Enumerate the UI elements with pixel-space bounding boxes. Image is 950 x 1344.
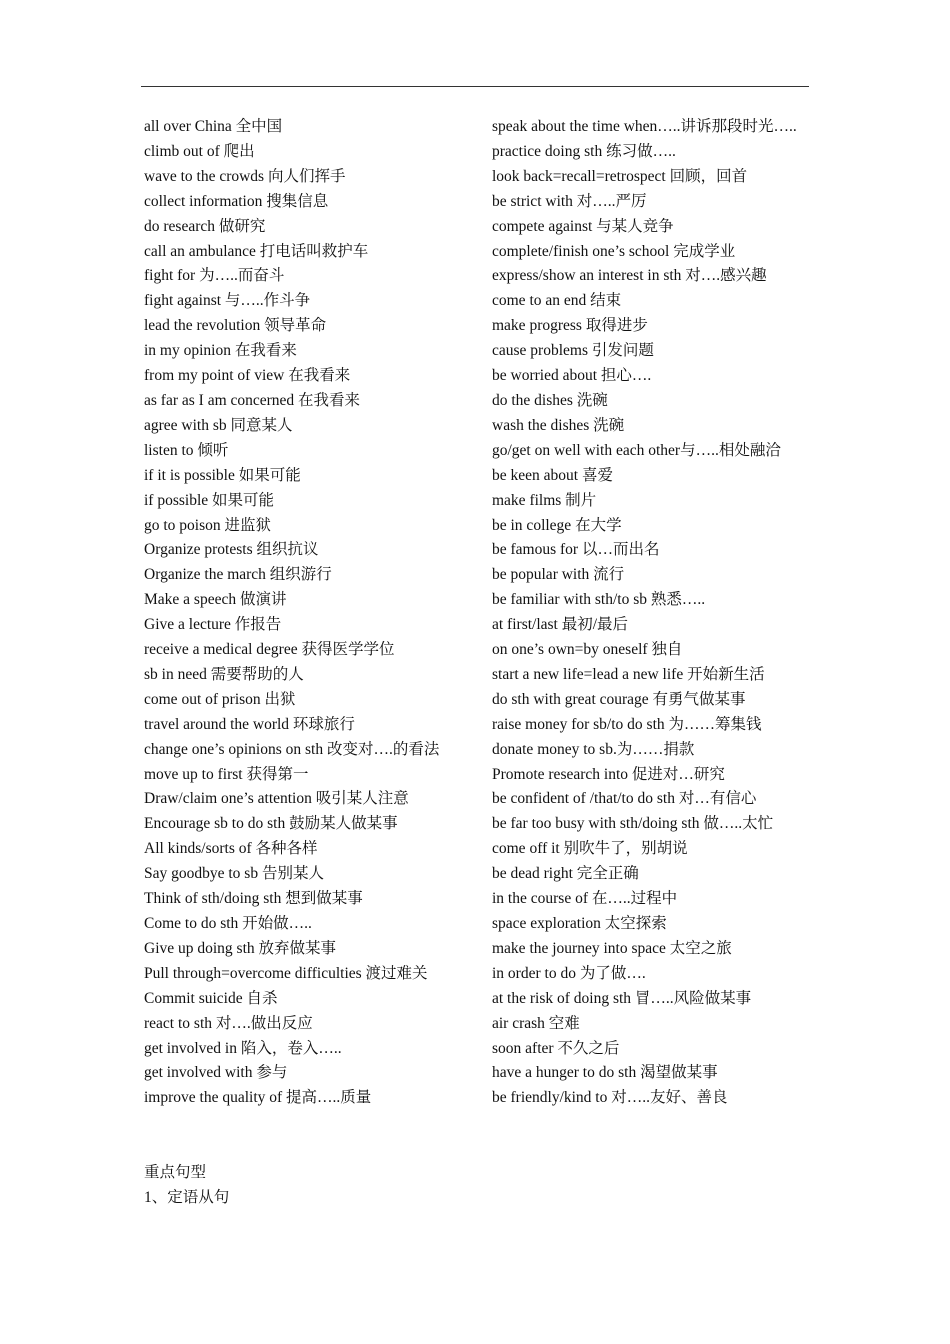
phrase-entry: air crash 空难	[492, 1014, 580, 1032]
phrase-entry: be friendly/kind to 对…..友好、善良	[492, 1089, 728, 1107]
phrase-entry: climb out of 爬出	[144, 142, 255, 160]
phrase-entry: if possible 如果可能	[144, 491, 275, 509]
phrase-entry: agree with sb 同意某人	[144, 416, 293, 434]
phrase-entry: speak about the time when…..讲诉那段时光…..	[492, 118, 797, 135]
phrase-entry: be familiar with sth/to sb 熟悉…..	[492, 591, 706, 609]
section-subheading: 1、定语从句	[144, 1189, 230, 1206]
phrase-entry: from my point of view 在我看来	[144, 367, 351, 385]
phrase-entry: Organize protests 组织抗议	[144, 541, 319, 559]
phrase-entry: Think of sth/doing sth 想到做某事	[144, 890, 363, 908]
phrase-column-right	[492, 115, 810, 1111]
phrase-entry: in order to do 为了做….	[492, 964, 646, 982]
phrase-entry: change one’s opinions on sth 改变对….的看法	[144, 740, 440, 758]
phrase-entry: Pull through=overcome difficulties 渡过难关	[144, 964, 428, 982]
phrase-entry: complete/finish one’s school 完成学业	[492, 242, 736, 260]
phrase-entry: be worried about 担心….	[492, 367, 652, 385]
phrase-entry: make films 制片	[492, 491, 597, 509]
phrase-entry: be confident of /that/to do sth 对…有信心	[492, 790, 757, 808]
phrase-entry: be popular with 流行	[492, 566, 625, 584]
header-rule	[141, 86, 809, 87]
phrase-entry: as far as I am concerned 在我看来	[144, 391, 361, 409]
phrase-entry: all over China 全中国	[144, 118, 283, 135]
section-heading: 重点句型	[144, 1164, 207, 1181]
phrase-entry: on one’s own=by oneself 独自	[492, 641, 683, 659]
phrase-entry: Encourage sb to do sth 鼓励某人做某事	[144, 815, 398, 833]
phrase-entry: in my opinion 在我看来	[144, 342, 297, 360]
phrase-entry: Say goodbye to sb 告别某人	[144, 865, 324, 883]
phrase-entry: fight for 为…..而奋斗	[144, 267, 285, 285]
phrase-entry: come to an end 结束	[492, 292, 622, 310]
phrase-entry: Give up doing sth 放弃做某事	[144, 939, 337, 957]
phrase-entry: be strict with 对…..严厉	[492, 192, 647, 210]
phrase-entry: go/get on well with each other与…..相处融洽	[492, 441, 781, 459]
phrase-entry: at the risk of doing sth 冒…..风险做某事	[492, 989, 752, 1007]
phrase-entry: be far too busy with sth/doing sth 做…..太忙	[492, 815, 774, 833]
phrase-entry: at first/last 最初/最后	[492, 616, 629, 634]
phrase-entry: practice doing sth 练习做…..	[492, 142, 676, 160]
phrase-entry: Give a lecture 作报告	[144, 616, 282, 634]
phrase-entry: do the dishes 洗碗	[492, 391, 608, 409]
phrase-entry: go to poison 进监狱	[144, 516, 272, 534]
phrase-entry: in the course of 在…..过程中	[492, 890, 678, 908]
phrase-entry: react to sth 对….做出反应	[144, 1014, 313, 1032]
phrase-entry: Promote research into 促进对…研究	[492, 765, 725, 783]
phrase-entry: be dead right 完全正确	[492, 865, 639, 883]
phrase-entry: cause problems 引发问题	[492, 342, 654, 360]
phrase-entry: Draw/claim one’s attention 吸引某人注意	[144, 790, 409, 808]
phrase-column-left	[144, 115, 462, 1111]
phrase-entry: call an ambulance 打电话叫救护车	[144, 242, 369, 260]
phrase-entry: travel around the world 环球旅行	[144, 715, 355, 733]
phrase-entry: be famous for 以…而出名	[492, 541, 660, 559]
phrase-entry: if it is possible 如果可能	[144, 466, 301, 484]
phrase-entry: All kinds/sorts of 各种各样	[144, 840, 318, 858]
phrase-entry: express/show an interest in sth 对….感兴趣	[492, 267, 767, 285]
phrase-entry: soon after 不久之后	[492, 1039, 620, 1057]
phrase-entry: wave to the crowds 向人们挥手	[144, 167, 346, 185]
phrase-entry: look back=recall=retrospect 回顾，回首	[492, 167, 748, 185]
phrase-entry: be in college 在大学	[492, 516, 622, 534]
phrase-entry: make the journey into space 太空之旅	[492, 939, 732, 957]
phrase-entry: Commit suicide 自杀	[144, 989, 278, 1007]
phrase-entry: do research 做研究	[144, 217, 266, 235]
footer-section	[144, 1160, 229, 1210]
phrase-entry: have a hunger to do sth 渴望做某事	[492, 1064, 718, 1082]
phrase-entry: move up to first 获得第一	[144, 765, 309, 783]
phrase-entry: get involved in 陷入，卷入…..	[144, 1039, 342, 1057]
phrase-entry: come off it 别吹牛了，别胡说	[492, 840, 688, 858]
phrase-entry: Come to do sth 开始做…..	[144, 915, 312, 932]
phrase-entry: do sth with great courage 有勇气做某事	[492, 690, 746, 708]
phrase-entry: lead the revolution 领导革命	[144, 317, 327, 335]
phrase-entry: donate money to sb.为……捐款	[492, 740, 695, 758]
phrase-entry: wash the dishes 洗碗	[492, 416, 625, 434]
phrase-entry: space exploration 太空探索	[492, 915, 667, 932]
phrase-entry: make progress 取得进步	[492, 317, 648, 335]
phrase-entry: receive a medical degree 获得医学学位	[144, 641, 395, 659]
phrase-entry: compete against 与某人竞争	[492, 217, 674, 235]
phrase-entry: Organize the march 组织游行	[144, 566, 332, 584]
phrase-entry: raise money for sb/to do sth 为……筹集钱	[492, 715, 762, 733]
phrase-entry: improve the quality of 提高…..质量	[144, 1089, 372, 1107]
phrase-entry: be keen about 喜爱	[492, 466, 613, 484]
phrase-entry: come out of prison 出狱	[144, 690, 296, 708]
phrase-entry: start a new life=lead a new life 开始新生活	[492, 665, 765, 683]
phrase-entry: listen to 倾听	[144, 441, 229, 459]
phrase-entry: Make a speech 做演讲	[144, 591, 287, 609]
phrase-entry: fight against 与…..作斗争	[144, 292, 311, 310]
phrase-entry: sb in need 需要帮助的人	[144, 665, 304, 683]
phrase-entry: collect information 搜集信息	[144, 192, 329, 210]
phrase-entry: get involved with 参与	[144, 1064, 288, 1082]
